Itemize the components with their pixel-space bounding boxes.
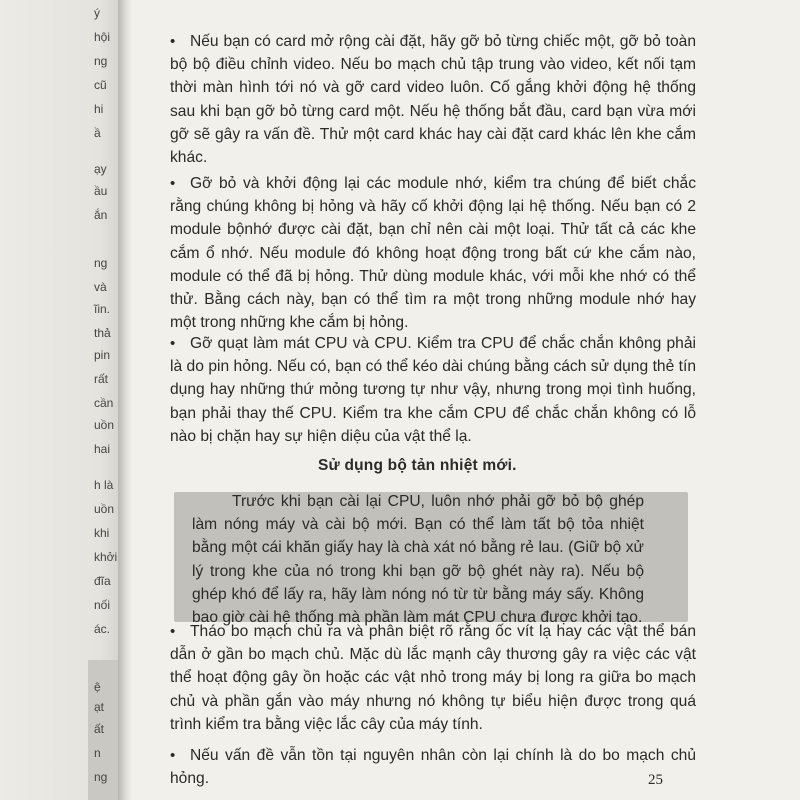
left-fragment: h là [94,478,114,492]
bullet-icon: • [170,623,176,640]
bullet-icon: • [170,175,176,192]
bullet-paragraph [140,332,696,448]
left-fragment: uồn [94,418,115,432]
bullet-paragraph [140,30,696,169]
left-fragment: đĩa [94,574,111,588]
paragraph-text: Gỡ quạt làm mát CPU và CPU. Kiểm tra CPU để chắc chắn không phải là do pin hỏng. Nếu có, bạn có thể kéo dài chúng bằng cách sử dụng thẻ tín dụng hay những thứ mỏng tương tự như vậy, nhưng trong mọi tình huống, bạn phải thay thế CPU. Kiểm tra khe cắm CPU để chắc chắn không có lỗ nào bị chặn hay sự hiện diệu của vật thể lạ. [170,335,696,445]
bullet-paragraph [140,620,696,736]
left-fragment: thả [94,326,111,340]
note-text: Trước khi bạn cài lại CPU, luôn nhớ phải gỡ bỏ bộ ghép làm nóng máy và cài bộ mới. Bạn có thể làm tất bộ tỏa nhiệt bằng một cái khăn giấy hay là chà xát nó bằng rẻ lau. (Giữ bộ xử lý trong khe của nó trong khi bạn gỡ bộ ghét này ra). Nếu bộ ghép khó để lấy ra, hãy làm nóng nó từ từ bằng máy sấy. Không bao giờ cài hệ thống mà phần làm mát CPU chưa được khởi tạo. [192,493,644,627]
book-gutter [118,0,132,800]
left-fragment: và [94,280,107,294]
left-fragment: khởi [94,550,118,564]
left-fragment: cũ [94,78,107,92]
page-number: 25 [648,772,663,788]
left-fragment: ầ [94,126,101,140]
paragraph-text: Tháo bo mạch chủ ra và phân biệt rõ rằng ốc vít lạ hay các vật thể bán dẫn ở gần bo mạch chủ. Mặc dù lắc mạnh cây thương gây ra việc các vật thể hoạt động gây ồn hoặc các vật nhỏ trong máy bị long ra giữa bo mạch chủ và phần gắn vào máy nhưng nó không tự biểu hiện được trong quá trình kiểm tra bằng việc lắc cây của máy tính. [170,623,696,733]
bullet-paragraph [140,172,696,334]
bullet-icon: • [170,33,176,50]
left-fragment: n [94,746,101,760]
left-fragment: khi [94,526,110,540]
paragraph-text: Gỡ bỏ và khởi động lại các module nhớ, kiểm tra chúng để biết chắc rằng chúng không bị hỏng và hãy cố khởi động lại hệ thống. Nếu bạn có 2 module bộnhớ được cài đặt, bạn chỉ nên cài một loại. Thử tất cả các khe cắm ổ nhớ. Nếu module đó không hoạt động trong bất cứ khe cắm nào, module có thể đã bị hỏng. Thử dùng module khác, với mỗi khe nhớ có thể thử. Bằng cách này, bạn có thể tìm ra một trong những module nhớ hay một trong những khe cắm bị hỏng. [170,175,696,332]
left-fragment: rất [94,372,109,386]
paragraph-text: Nếu vấn đề vẫn tồn tại nguyên nhân còn lại chính là do bo mạch chủ hỏng. [170,747,696,788]
adjacent-left-page [0,0,124,800]
left-fragment: ng [94,770,108,784]
left-fragment: ất [94,722,105,736]
left-fragment: ạy [94,162,107,176]
left-fragment: hai [94,442,111,456]
bullet-icon: • [170,335,176,352]
paragraph-text: Nếu bạn có card mở rộng cài đặt, hãy gỡ bỏ từng chiếc một, gỡ bỏ toàn bộ bộ điều chỉnh video. Nếu bo mạch chủ tập trung vào video, kết nối tạm thời màn hình tới nó và gỡ card video luôn. Cố gắng khởi động hệ thống sau khi bạn gỡ bỏ từng card một. Nếu hệ thống bắt đầu, card bạn vừa mới gỡ sẽ gây ra vấn đề. Thử một card khác hay cài đặt card khác lên khe cắm khác. [170,33,696,167]
left-fragment: hội [94,30,111,44]
left-fragment: cần [94,396,114,410]
left-fragment: nối [94,598,111,612]
left-fragment: pin [94,348,111,362]
left-fragment: ý [94,6,100,20]
bullet-paragraph [140,744,696,790]
left-fragment: ệ [94,680,101,694]
left-fragment: ác. [94,622,111,636]
left-fragment: hi [94,102,104,116]
left-fragment: ĩin. [94,302,111,316]
left-fragment: ng [94,54,108,68]
left-fragment: ng [94,256,108,270]
left-fragment: ắn [94,208,108,222]
bullet-icon: • [170,747,176,764]
section-heading: Sử dụng bộ tản nhiệt mới. [318,457,517,474]
left-fragment: ạt [94,700,105,714]
left-fragment: uồn [94,502,115,516]
left-fragment: ầu [94,184,108,198]
